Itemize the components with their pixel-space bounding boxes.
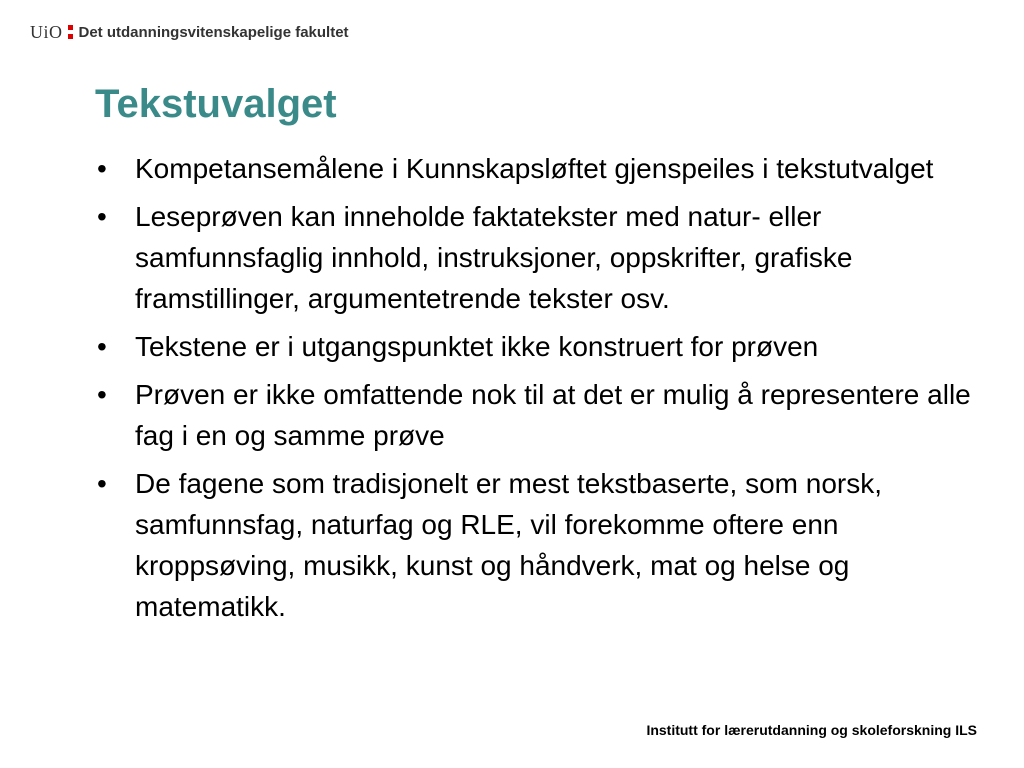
faculty-name: Det utdanningsvitenskapelige fakultet	[78, 23, 349, 41]
bullet-item	[95, 326, 980, 367]
bullet-icon: •	[97, 379, 107, 410]
bullet-text: Leseprøven kan inneholde faktatekster med natur- eller samfunnsfaglig innhold, instruksjoner, oppskrifter, grafiske framstillinger, argumentetrende tekster osv.	[135, 201, 853, 314]
bullet-item	[95, 463, 980, 627]
bullet-icon: •	[97, 153, 107, 184]
header	[30, 20, 349, 44]
bullet-text: Tekstene er i utgangspunktet ikke konstruert for prøven	[135, 331, 819, 362]
bullet-item	[95, 196, 980, 319]
bullet-icon: •	[97, 331, 107, 362]
bullet-list	[95, 148, 980, 634]
bullet-text: Prøven er ikke omfattende nok til at det er mulig å representere alle fag i en og samme prøve	[135, 379, 971, 451]
bullet-text: Kompetansemålene i Kunnskapsløftet gjenspeiles i tekstutvalget	[135, 153, 934, 184]
bullet-icon: •	[97, 201, 107, 232]
bullet-item	[95, 148, 980, 189]
bullet-icon: •	[97, 468, 107, 499]
uio-logo-dots-icon	[68, 25, 73, 39]
slide-title: Tekstuvalget	[95, 82, 337, 126]
footer-institute: Institutt for lærerutdanning og skoleforskning ILS	[646, 722, 977, 738]
uio-logo: UiO	[30, 21, 63, 42]
bullet-text: De fagene som tradisjonelt er mest tekstbaserte, som norsk, samfunnsfag, naturfag og RLE, vil forekomme oftere enn kroppsøving, musikk, kunst og håndverk, mat og helse og matematikk.	[135, 468, 882, 622]
bullet-item	[95, 374, 980, 456]
